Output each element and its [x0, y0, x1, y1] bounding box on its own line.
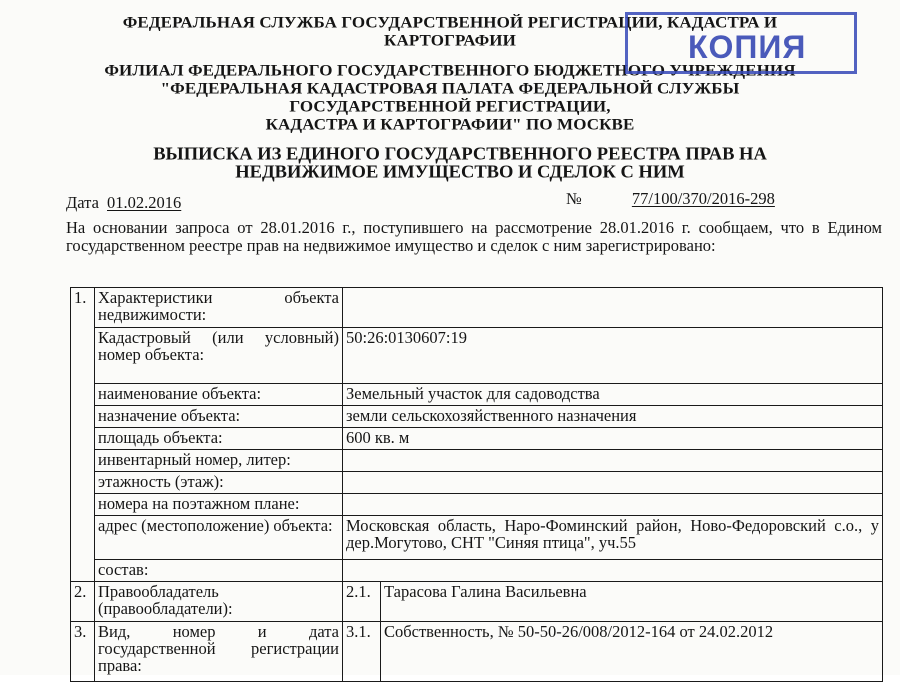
agency-name-line1: ФЕДЕРАЛЬНАЯ СЛУЖБА ГОСУДАРСТВЕННОЙ РЕГИСТРАЦИИ, КАДАСТРА И: [122, 13, 778, 32]
document-title-line2: НЕДВИЖИМОЕ ИМУЩЕСТВО И СДЕЛОК С НИМ: [235, 163, 685, 183]
table-row: [71, 516, 883, 560]
right-holder-sub-number: 2.1.: [343, 582, 381, 622]
table-row: [71, 450, 883, 472]
branch-name-line3: ГОСУДАРСТВЕННОЙ РЕГИСТРАЦИИ,: [289, 97, 611, 116]
table-row: [71, 582, 883, 622]
inventory-number-value: [343, 450, 883, 472]
object-name-value: Земельный участок для садоводства: [343, 384, 883, 406]
address-value: Московская область, Наро-Фоминский район, Ново-Федоровский с.о., у дер.Могутово, СНТ "Синяя птица", уч.55: [343, 516, 883, 560]
row-number: 1.: [71, 288, 95, 582]
row-number: 3.: [71, 622, 95, 682]
inventory-number-label: инвентарный номер, литер:: [95, 450, 343, 472]
cadastral-number-value: 50:26:0130607:19: [343, 328, 883, 384]
date-line: [66, 193, 219, 213]
table-row: [71, 472, 883, 494]
row-value: [343, 288, 883, 328]
floor-plan-numbers-value: [343, 494, 883, 516]
copy-stamp-text: КОПИЯ: [688, 29, 807, 65]
number-line: [566, 189, 862, 209]
right-registration-value: Собственность, № 50-50-26/008/2012-164 от 24.02.2012: [381, 622, 883, 682]
table-row: [71, 288, 883, 328]
table-row: [71, 560, 883, 582]
intro-paragraph: На основании запроса от 28.01.2016 г., поступившего на рассмотрение 28.01.2016 г. сообщаем, что в Едином государственном реестре прав на недвижимое имущество и сделок с ним зарегистрировано:: [66, 218, 882, 255]
number-value: 77/100/370/2016-298: [631, 189, 775, 208]
object-area-label: площадь объекта:: [95, 428, 343, 450]
document-title-line1: ВЫПИСКА ИЗ ЕДИНОГО ГОСУДАРСТВЕННОГО РЕЕСТРА ПРАВ НА: [153, 145, 767, 165]
agency-name-line2: КАРТОГРАФИИ: [384, 31, 516, 50]
table-row: [71, 494, 883, 516]
right-holder-value: Тарасова Галина Васильевна: [381, 582, 883, 622]
table-row: [71, 328, 883, 384]
floor-plan-numbers-label: номера на поэтажном плане:: [95, 494, 343, 516]
right-registration-label: Вид, номер и дата государственной регистрации права:: [95, 622, 343, 682]
row-number: 2.: [71, 582, 95, 622]
number-label: №: [566, 189, 582, 208]
right-registration-sub-number: 3.1.: [343, 622, 381, 682]
floors-value: [343, 472, 883, 494]
object-area-value: 600 кв. м: [343, 428, 883, 450]
composition-value: [343, 560, 883, 582]
cadastral-number-label: Кадастровый (или условный) номер объекта:: [95, 328, 343, 384]
branch-name-line4: КАДАСТРА И КАРТОГРАФИИ" ПО МОСКВЕ: [265, 115, 635, 134]
object-purpose-label: назначение объекта:: [95, 406, 343, 428]
right-holder-label: Правообладатель (правообладатели):: [95, 582, 343, 622]
branch-name-line2: "ФЕДЕРАЛЬНАЯ КАДАСТРОВАЯ ПАЛАТА ФЕДЕРАЛЬНОЙ СЛУЖБЫ: [160, 79, 740, 98]
table-row: [71, 384, 883, 406]
registry-table: [70, 287, 883, 682]
floors-label: этажность (этаж):: [95, 472, 343, 494]
table-row: [71, 428, 883, 450]
date-value: 01.02.2016: [107, 193, 182, 212]
table-row: [71, 622, 883, 682]
address-label: адрес (местоположение) объекта:: [95, 516, 343, 560]
branch-name-line1: ФИЛИАЛ ФЕДЕРАЛЬНОГО ГОСУДАРСТВЕННОГО БЮДЖЕТНОГО УЧРЕЖДЕНИЯ: [104, 61, 796, 80]
date-label: Дата: [66, 193, 99, 212]
object-name-label: наименование объекта:: [95, 384, 343, 406]
row-label: Характеристики объекта недвижимости:: [95, 288, 343, 328]
composition-label: состав:: [95, 560, 343, 582]
table-row: [71, 406, 883, 428]
object-purpose-value: земли сельскохозяйственного назначения: [343, 406, 883, 428]
copy-stamp: [625, 12, 857, 74]
